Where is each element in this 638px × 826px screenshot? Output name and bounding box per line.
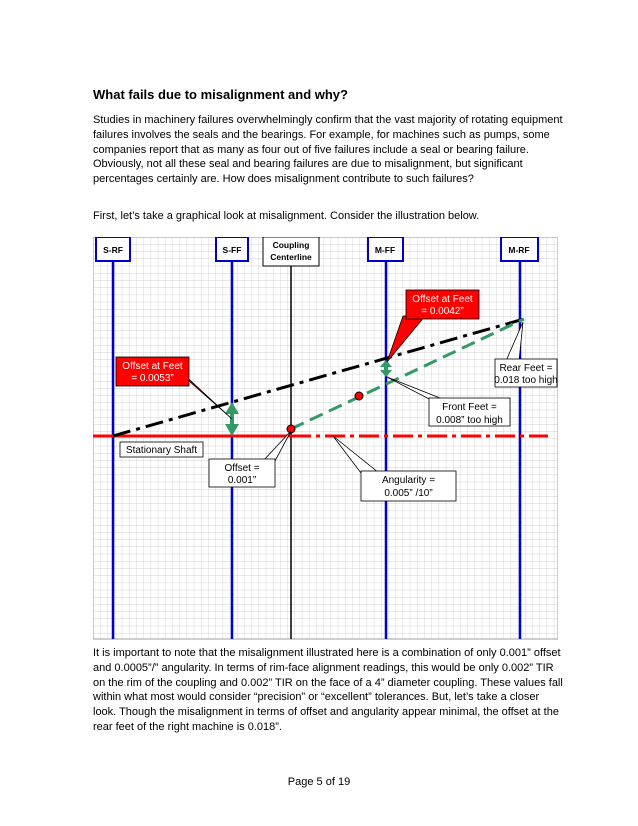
coupling-header xyxy=(263,237,319,266)
mrf-label: M-RF xyxy=(508,245,530,255)
angularity-line2: 0.005” /10” xyxy=(384,488,433,499)
intro-paragraph: Studies in machinery failures overwhelmingly confirm that the vast majority of rotating equipment failures involves the seals and the bearings. For example, for machines such as pumps, some companies report that as many as four out of five failures include a seal or bearing failure. Obviously, not all these seal and bearing failures are due to misalignment, but significant percentages certainly are. How does misalignment contribute to such failures? xyxy=(93,114,563,186)
page-footer: Page 5 of 19 xyxy=(287,776,351,788)
sff-header xyxy=(216,237,248,261)
offset-feet-right-line1: Offset at Feet xyxy=(412,294,473,305)
stationary-shaft-text: Stationary Shaft xyxy=(125,445,198,456)
angularity-line1: Angularity = xyxy=(381,475,436,486)
srf-header xyxy=(96,237,130,261)
mrf-header xyxy=(501,237,538,261)
illustration-intro-paragraph: First, let’s take a graphical look at misalignment. Consider the illustration below. xyxy=(93,210,480,222)
rear-feet-line1: Rear Feet = xyxy=(499,363,553,374)
mff-header xyxy=(368,237,403,261)
misalignment-diagram xyxy=(93,237,558,642)
coupling-label-line1: Coupling xyxy=(272,240,310,250)
offset-line2: 0.001” xyxy=(227,475,257,486)
rear-feet-line2: 0.018 too high xyxy=(494,375,558,386)
offset-feet-right-line2: = 0.0042” xyxy=(421,306,464,317)
stationary-shaft-label xyxy=(120,442,203,457)
front-feet-line2: 0.008” too high xyxy=(436,415,503,426)
angularity-point-marker xyxy=(355,392,363,400)
offset-feet-left-line2: = 0.0053” xyxy=(131,373,174,384)
srf-label: S-RF xyxy=(103,245,123,255)
offset-feet-left-line1: Offset at Feet xyxy=(122,361,183,372)
grid-background xyxy=(93,237,558,639)
front-feet-line1: Front Feet = xyxy=(442,402,497,413)
page-heading: What fails due to misalignment and why? xyxy=(93,87,348,102)
offset-line1: Offset = xyxy=(224,463,260,474)
mff-label: M-FF xyxy=(374,245,396,255)
conclusion-paragraph: It is important to note that the misalignment illustrated here is a combination of only 0.001” offset and 0.0005”/” angularity. In terms of rim-face alignment readings, this would be only 0.002” TIR on the rim of the coupling and 0.002” TIR on the face of a 4” diameter coupling. These values fall within what most would consider “precision” or “excellent” tolerances. But, let’s take a closer look. Though the misalignment in terms of offset and angularity appear minimal, the offset at the rear feet of the right machine is 0.018”. xyxy=(93,647,563,733)
sff-label: S-FF xyxy=(222,245,242,255)
coupling-label-line2: Centerline xyxy=(270,252,312,262)
